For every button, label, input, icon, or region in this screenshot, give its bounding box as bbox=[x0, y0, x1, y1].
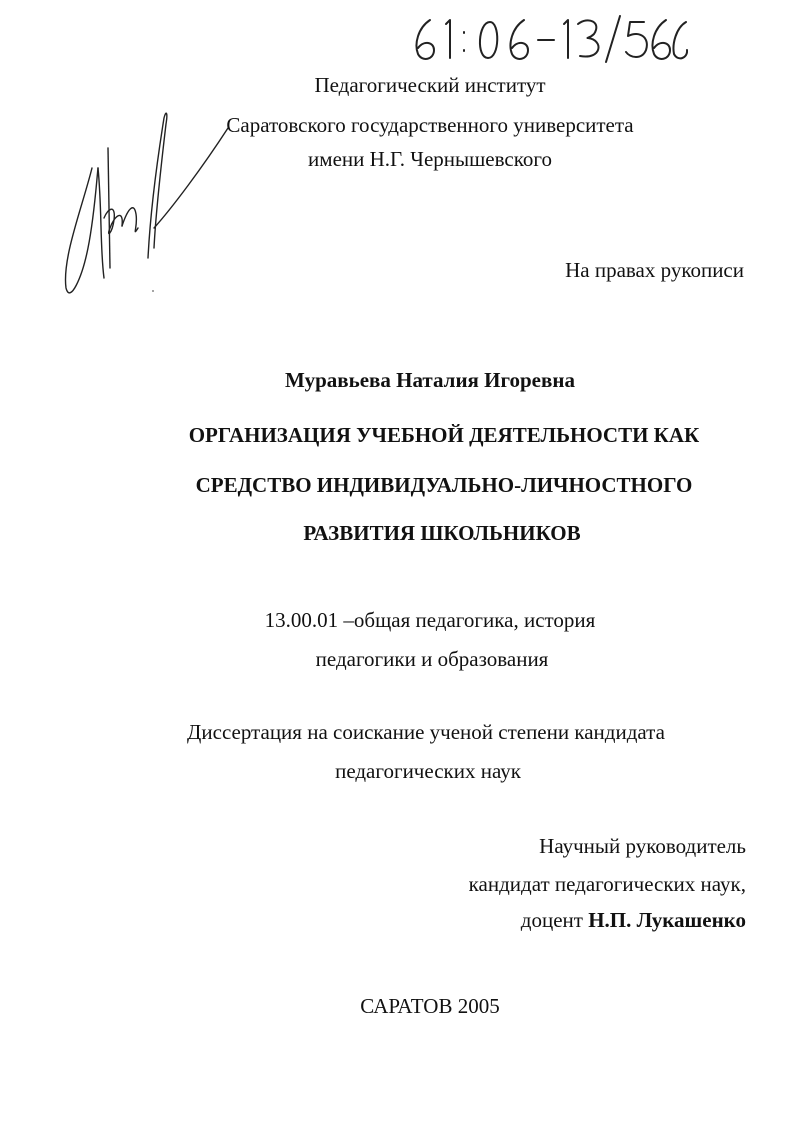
title-line-1: ОРГАНИЗАЦИЯ УЧЕБНОЙ ДЕЯТЕЛЬНОСТИ КАК bbox=[188, 423, 700, 447]
specialty-line-2: педагогики и образования bbox=[315, 647, 549, 671]
dissertation-line-1: Диссертация на соискание ученой степени кандидата bbox=[187, 720, 665, 744]
title-line-3: РАЗВИТИЯ ШКОЛЬНИКОВ bbox=[303, 521, 581, 545]
supervisor-line-2: кандидат педагогических наук, bbox=[468, 872, 746, 896]
author-name: Муравьева Наталия Игоревна bbox=[285, 368, 575, 392]
title-line-2: СРЕДСТВО ИНДИВИДУАЛЬНО-ЛИЧНОСТНОГО bbox=[195, 473, 693, 497]
manuscript-rights-note: На правах рукописи bbox=[565, 258, 744, 282]
archive-code-handwriting bbox=[408, 14, 688, 64]
dissertation-line-2: педагогических наук bbox=[335, 759, 521, 783]
supervisor-title: доцент bbox=[520, 908, 589, 932]
supervisor-name: Н.П. Лукашенко bbox=[588, 908, 746, 932]
institution-line-1: Педагогический институт bbox=[314, 73, 546, 97]
institution-line-2: Саратовского государственного университета bbox=[226, 113, 634, 137]
signature bbox=[52, 108, 242, 308]
institution-line-3: имени Н.Г. Чернышевского bbox=[308, 147, 552, 171]
specialty-line-1: 13.00.01 –общая педагогика, история bbox=[264, 608, 596, 632]
city-year: САРАТОВ 2005 bbox=[360, 994, 500, 1018]
scan-speck bbox=[152, 290, 154, 292]
supervisor-line-3 bbox=[521, 910, 746, 931]
supervisor-line-1: Научный руководитель bbox=[539, 834, 746, 858]
